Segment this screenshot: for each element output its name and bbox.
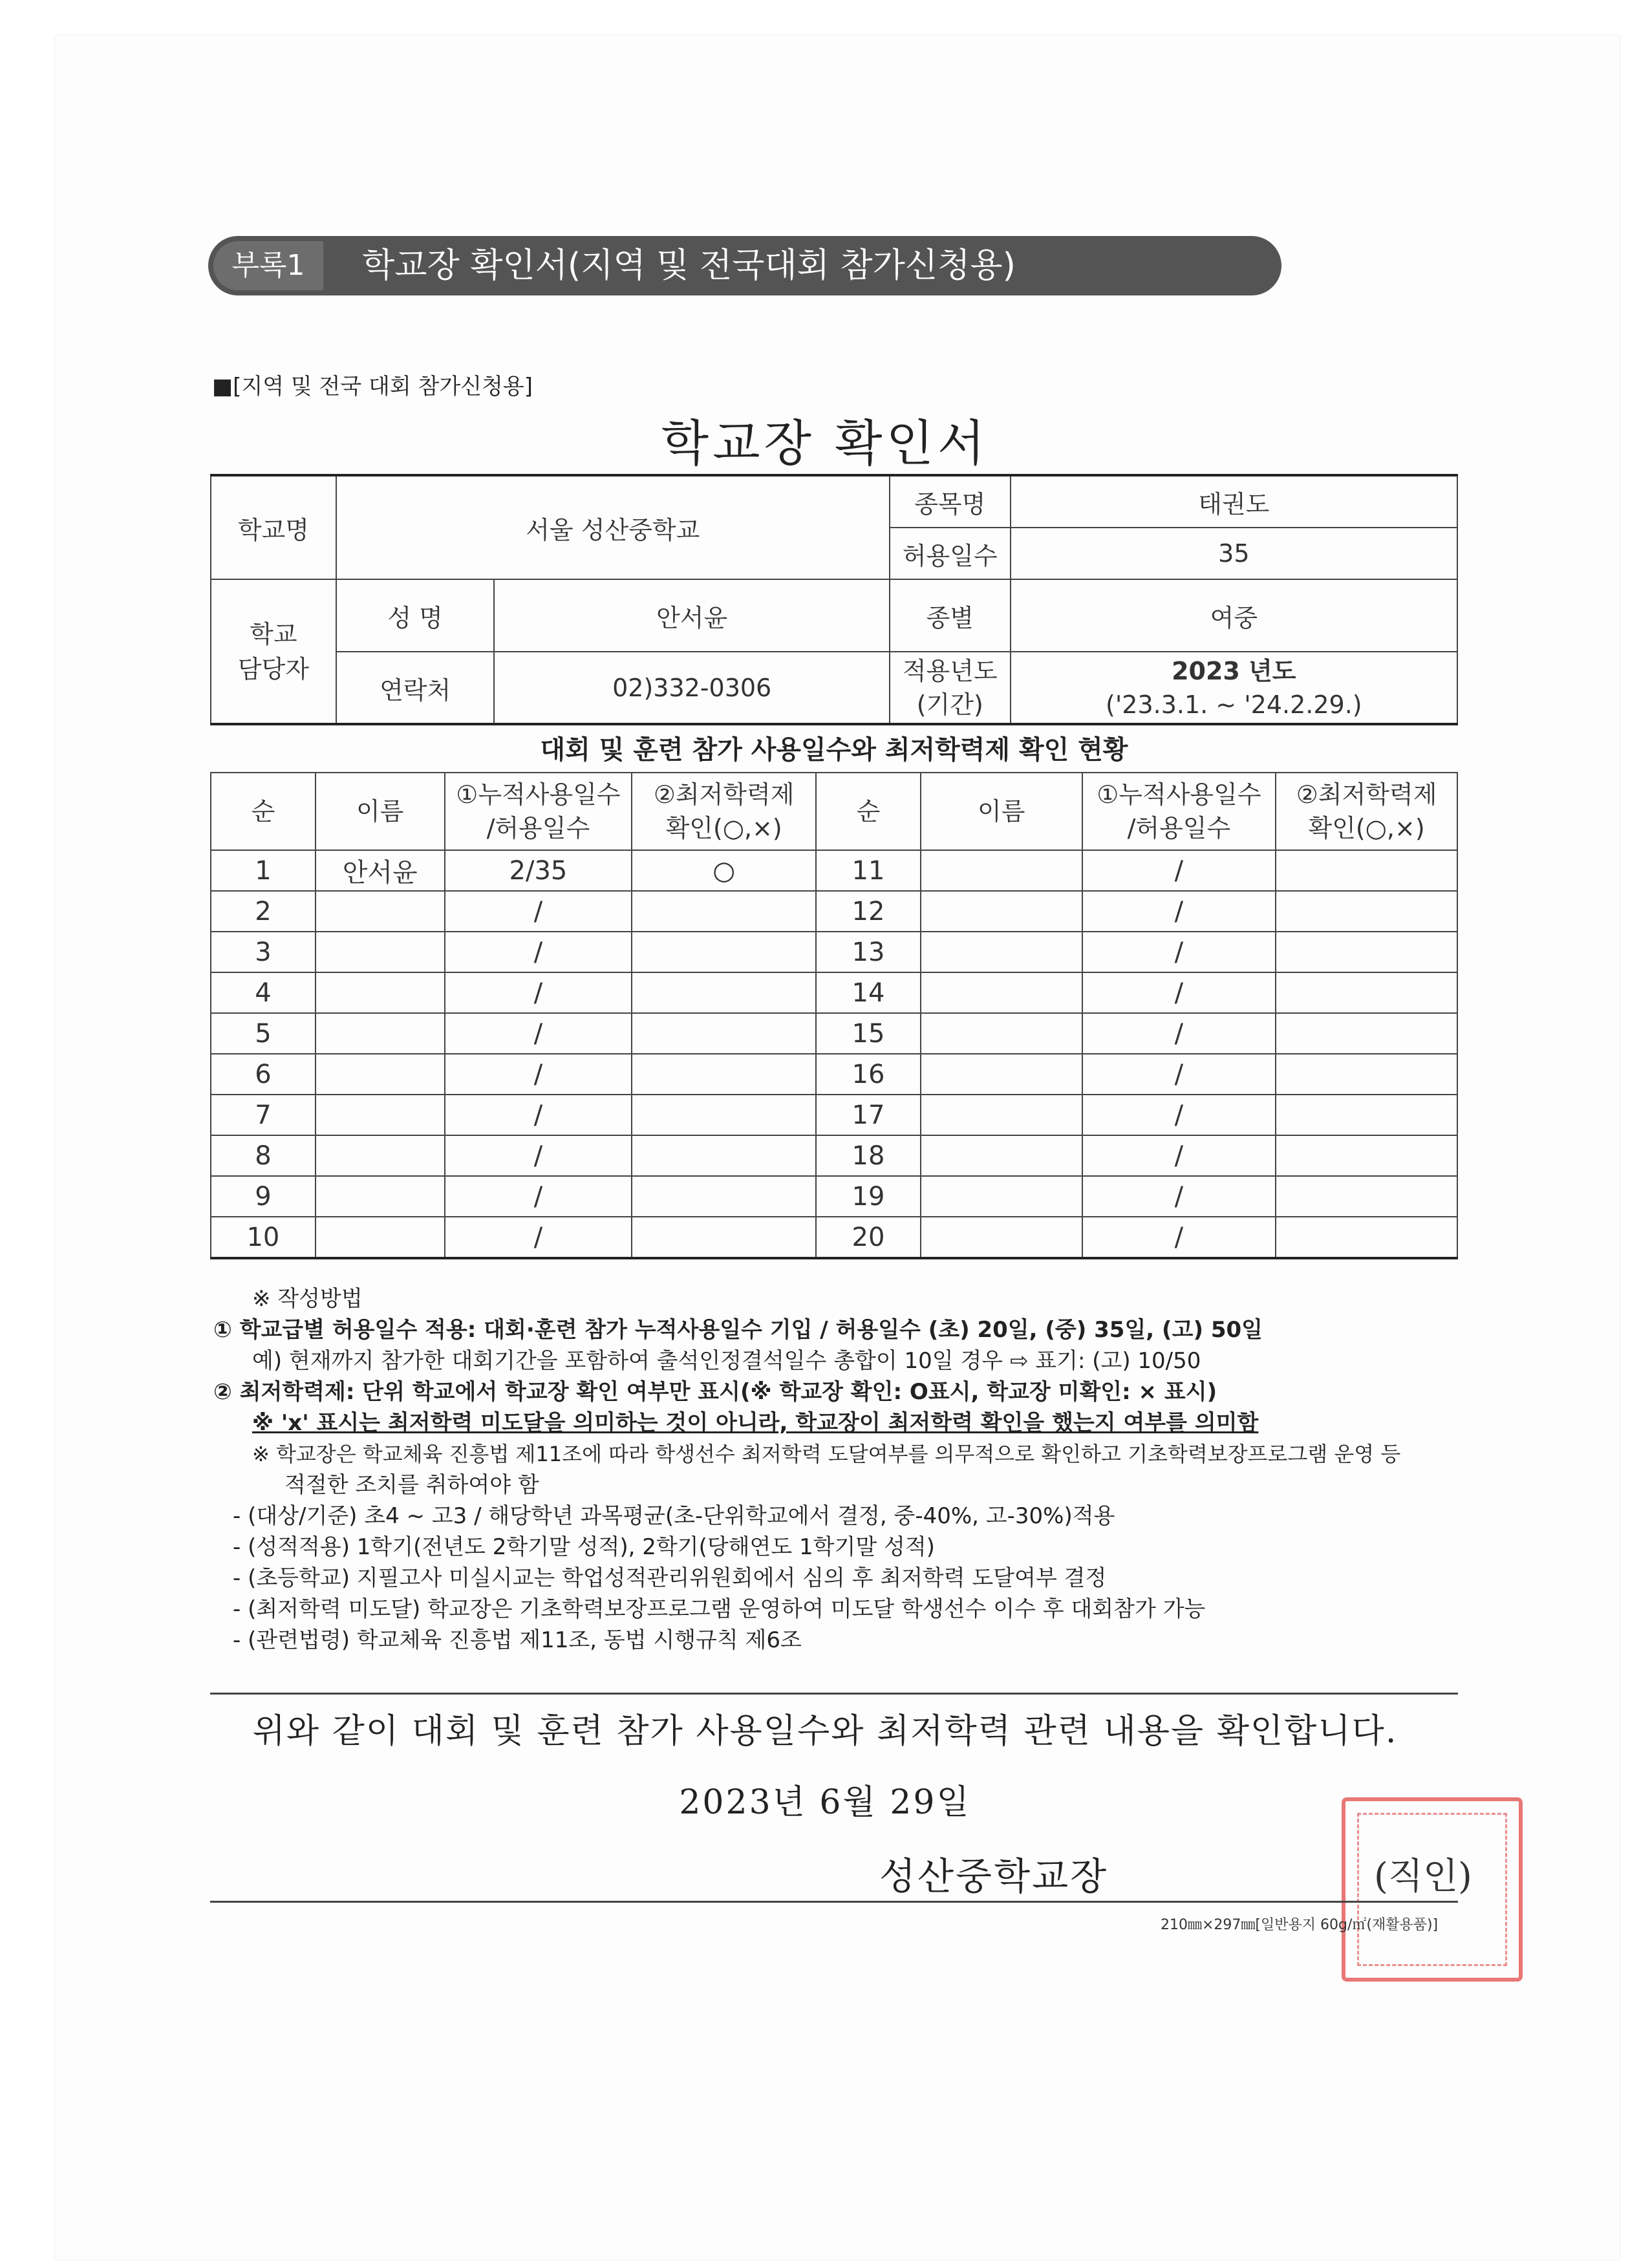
cell-right-check [1276,1095,1457,1135]
cell-left-no: 5 [211,1013,316,1054]
school-label: 학교명 [211,475,336,579]
cell-left-check [632,891,816,932]
col-check-right [1276,773,1457,850]
col-no: 순 [211,773,316,850]
cell-left-used: / [445,1054,632,1095]
cell-left-name: 안서윤 [316,850,445,891]
cell-right-name [921,972,1082,1013]
cell-right-no: 18 [816,1135,921,1176]
cell-right-used: / [1082,1054,1276,1095]
cell-left-used: / [445,1095,632,1135]
year-value-cell [1011,652,1457,724]
table-row [211,1176,1457,1217]
manager-label-2: 담당자 [237,655,309,683]
cell-right-name [921,1095,1082,1135]
col-no-right: 순 [816,773,921,850]
cell-right-check [1276,1013,1457,1054]
cell-left-no: 6 [211,1054,316,1095]
contact-label: 연락처 [336,652,495,724]
cell-right-used: / [1082,972,1276,1013]
cell-right-used: / [1082,850,1276,891]
appendix-title: 학교장 확인서(지역 및 전국대회 참가신청용) [362,246,1016,285]
detail-3: - (초등학교) 지필고사 미실시교는 학업성적관리위원회에서 심의 후 최저학력 도달여부 결정 [233,1565,1107,1591]
cell-left-used: / [445,1013,632,1054]
cell-left-no: 1 [211,850,316,891]
cell-right-no: 11 [816,850,921,891]
col-used-1: ①누적사용일수 [456,780,621,809]
cell-right-no: 13 [816,932,921,972]
table-row [211,972,1457,1013]
col-check-right-2: 확인(○,×) [1308,814,1425,842]
cell-left-used: 2/35 [445,850,632,891]
sport-label: 종목명 [890,475,1011,528]
cell-right-used: / [1082,932,1276,972]
cell-right-used: / [1082,891,1276,932]
table-row [211,850,1457,891]
cell-right-name [921,1054,1082,1095]
detail-2: - (성적적용) 1학기(전년도 2학기말 성적), 2학기(당해연도 1학기말 성적) [233,1534,935,1560]
cell-right-no: 19 [816,1176,921,1217]
participation-table [210,772,1458,1259]
cell-left-name [316,1217,445,1258]
table-row [211,932,1457,972]
cell-right-name [921,891,1082,932]
appendix-tag: 부록1 [213,241,323,290]
document-title: 학교장 확인서 [661,414,989,472]
cell-left-used: / [445,972,632,1013]
cell-right-no: 16 [816,1054,921,1095]
note-2-b: ※ 학교장은 학교체육 진흥법 제11조에 따라 학생선수 최저학력 도달여부를 의무적으로 확인하고 기초학력보장프로그램 운영 등 [252,1442,1401,1466]
cell-left-name [316,972,445,1013]
cell-right-check [1276,1054,1457,1095]
note-2-a: ※ 'x' 표시는 최저학력 미도달을 의미하는 것이 아니라, 학교장이 최저학력 확인을 했는지 여부를 의미함 [252,1410,1259,1436]
note-2-b2: 적절한 조치를 취하여야 함 [284,1472,539,1498]
cell-right-check [1276,850,1457,891]
cell-right-used: / [1082,1135,1276,1176]
cell-left-used: / [445,932,632,972]
cell-right-check [1276,1217,1457,1258]
col-check-2: 확인(○,×) [665,814,782,842]
cell-right-name [921,1013,1082,1054]
cell-left-no: 8 [211,1135,316,1176]
col-name: 이름 [316,773,445,850]
col-check [632,773,816,850]
cell-left-check [632,1095,816,1135]
col-used-right [1082,773,1276,850]
cell-left-used: / [445,1135,632,1176]
type-value: 여중 [1011,579,1457,652]
table-row [211,1217,1457,1258]
principal-title: 성산중학교장 [879,1854,1109,1898]
year-label-2: (기간) [916,690,983,719]
days-value: 35 [1011,528,1457,579]
school-value: 서울 성산중학교 [336,475,890,579]
cell-right-used: / [1082,1176,1276,1217]
col-check-1: ②최저학력제 [653,780,795,809]
cell-left-used: / [445,1176,632,1217]
confirmation-statement: 위와 같이 대회 및 훈련 참가 사용일수와 최저학력 관련 내용을 확인합니다. [252,1712,1398,1751]
cell-left-no: 7 [211,1095,316,1135]
detail-4: - (최저학력 미도달) 학교장은 기초학력보장프로그램 운영하여 미도달 학생선수 이수 후 대회참가 가능 [233,1596,1206,1622]
cell-left-no: 2 [211,891,316,932]
sport-value: 태권도 [1011,475,1457,528]
cell-left-no: 4 [211,972,316,1013]
year-label-1: 적용년도 [902,657,998,685]
cell-left-used: / [445,891,632,932]
cell-right-name [921,1135,1082,1176]
detail-5: - (관련법령) 학교체육 진흥법 제11조, 동법 시행규칙 제6조 [233,1627,802,1653]
table-row [211,1013,1457,1054]
cell-right-used: / [1082,1095,1276,1135]
cell-right-check [1276,891,1457,932]
cell-left-name [316,1176,445,1217]
cell-right-name [921,932,1082,972]
form-subtitle: ■[지역 및 전국 대회 참가신청용] [212,374,533,400]
cell-right-used: / [1082,1217,1276,1258]
seal-label: (직인) [1374,1856,1472,1898]
table-row [211,1095,1457,1135]
divider-bottom [210,1901,1458,1903]
paper-spec: 210㎜×297㎜[일반용지 60g/㎡(재활용품)] [1161,1917,1439,1933]
cell-left-name [316,932,445,972]
detail-1: - (대상/기준) 초4 ~ 고3 / 해당학년 과목평균(초-단위학교에서 결정, 중-40%, 고-30%)적용 [233,1503,1115,1529]
cell-left-no: 10 [211,1217,316,1258]
cell-left-check [632,1013,816,1054]
notes-heading: ※ 작성방법 [252,1286,363,1312]
cell-right-no: 12 [816,891,921,932]
cell-right-name [921,1217,1082,1258]
cell-right-check [1276,1135,1457,1176]
school-info-table [210,474,1458,725]
cell-right-name [921,850,1082,891]
type-label: 종별 [890,579,1011,652]
table-header-row [211,773,1457,850]
cell-left-check [632,1176,816,1217]
cell-left-name [316,891,445,932]
col-used-2: /허용일수 [486,814,590,842]
cell-left-check [632,1135,816,1176]
cell-right-no: 17 [816,1095,921,1135]
cell-right-no: 14 [816,972,921,1013]
col-name-right: 이름 [921,773,1082,850]
col-used-right-2: /허용일수 [1127,814,1231,842]
col-used-right-1: ①누적사용일수 [1097,780,1261,809]
cell-right-check [1276,972,1457,1013]
cell-left-check [632,1217,816,1258]
cell-left-name [316,1013,445,1054]
cell-right-check [1276,1176,1457,1217]
cell-right-used: / [1082,1013,1276,1054]
name-value: 안서윤 [494,579,889,652]
cell-left-name [316,1095,445,1135]
year-label [890,652,1011,724]
instructions [213,1283,1461,1656]
cell-left-check [632,972,816,1013]
col-used [445,773,632,850]
manager-label [211,579,336,724]
cell-right-no: 20 [816,1217,921,1258]
cell-left-used: / [445,1217,632,1258]
days-label: 허용일수 [890,528,1011,579]
summary-title: 대회 및 훈련 참가 사용일수와 최저학력제 확인 현황 [210,723,1458,775]
col-check-right-1: ②최저학력제 [1296,780,1437,809]
cell-left-name [316,1135,445,1176]
table-row [211,891,1457,932]
cell-left-check [632,932,816,972]
manager-label-1: 학교 [250,620,297,648]
note-1-example: 예) 현재까지 참가한 대회기간을 포함하여 출석인정결석일수 총합이 10일 경우 ⇨ 표기: (고) 10/50 [252,1348,1201,1374]
cell-left-no: 3 [211,932,316,972]
contact-value: 02)332-0306 [494,652,889,724]
year-value: 2023 년도 [1172,657,1296,685]
table-row [211,1054,1457,1095]
cell-left-check [632,1054,816,1095]
cell-left-name [316,1054,445,1095]
cell-left-check: ○ [632,850,816,891]
cell-right-check [1276,932,1457,972]
cell-right-no: 15 [816,1013,921,1054]
name-label: 성 명 [336,579,495,652]
note-2: ② 최저학력제: 단위 학교에서 학교장 확인 여부만 표시(※ 학교장 확인: O표시, 학교장 미확인: × 표시) [213,1379,1217,1405]
note-1: ① 학교급별 허용일수 적용: 대회·훈련 참가 누적사용일수 기입 / 허용일수 (초) 20일, (중) 35일, (고) 50일 [213,1317,1263,1343]
divider-top [210,1693,1458,1695]
cell-right-name [921,1176,1082,1217]
cell-left-no: 9 [211,1176,316,1217]
table-row [211,1135,1457,1176]
issue-date: 2023년 6월 29일 [679,1783,971,1822]
period-value: ('23.3.1. ~ '24.2.29.) [1106,690,1362,719]
